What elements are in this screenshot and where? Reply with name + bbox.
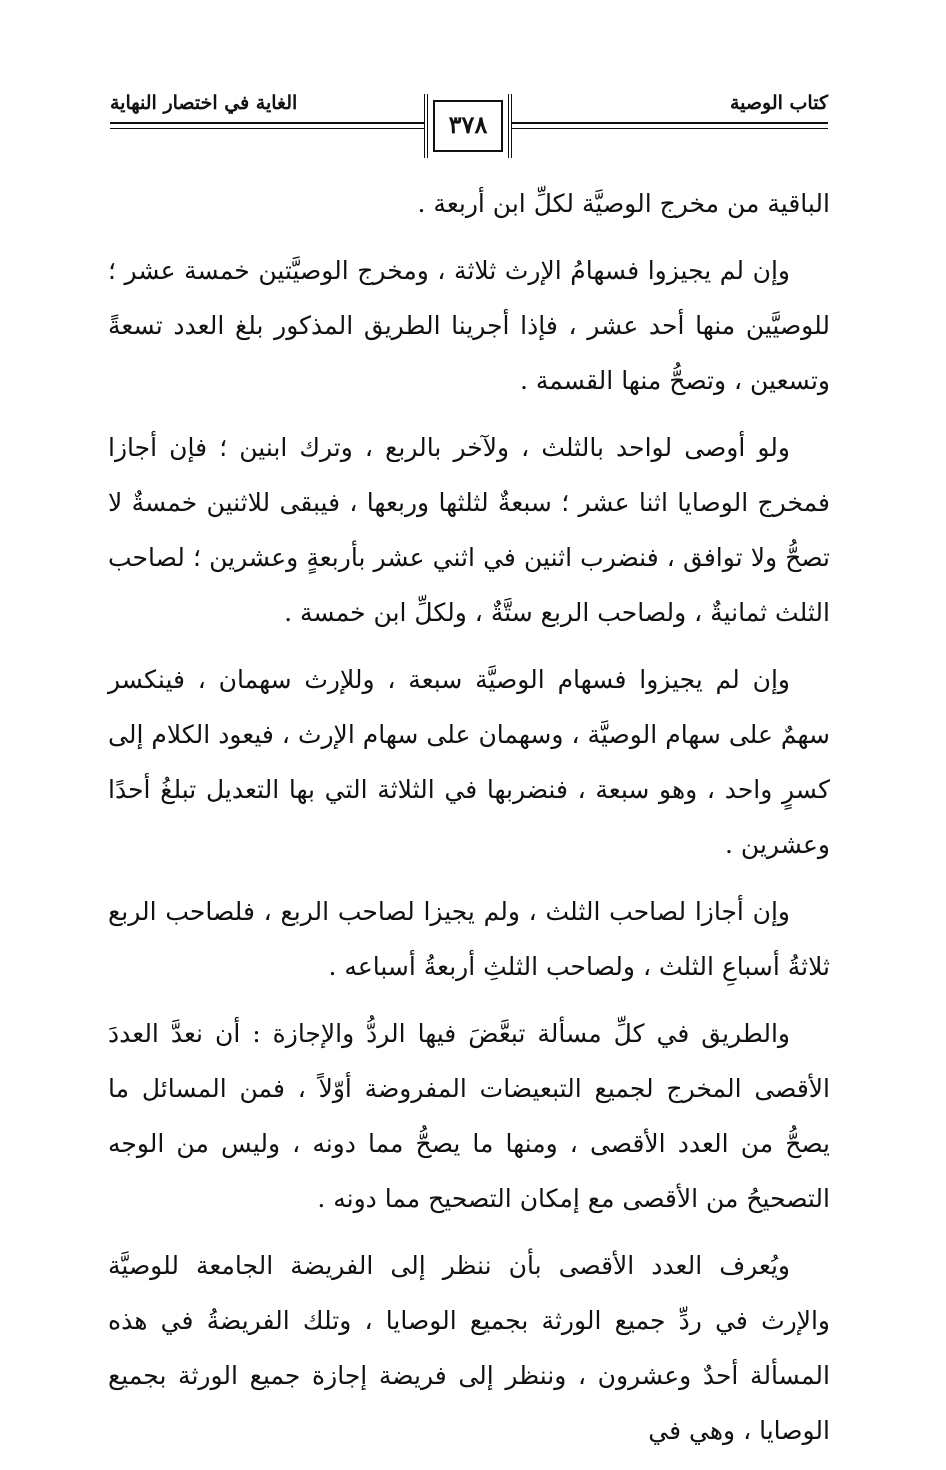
book-title: الغاية في اختصار النهاية <box>110 92 298 114</box>
paragraph: وإن لم يجيزوا فسهام الوصيَّة سبعة ، وللإرث سهمان ، فينكسر سهمٌ على سهام الوصيَّة ، وسهمان على سهام الإرث ، فيعود الكلام إلى كسرٍ واحد ، وهو سبعة ، فنضربها في الثلاثة التي بها التعديل تبلغُ أحدًا وعشرين . <box>108 665 830 859</box>
paragraph: ولو أوصى لواحد بالثلث ، ولآخر بالربع ، وترك ابنين ؛ فإن أجازا فمخرج الوصايا اثنا عشر ؛ سبعةٌ لثلثها وربعها ، فيبقى للاثنين خمسةٌ لا تصحُّ ولا توافق ، فنضرب اثنين في اثني عشر بأربعةٍ وعشرين ؛ لصاحب الثلث ثمانيةٌ ، ولصاحب الربع ستَّةٌ ، ولكلِّ ابن خمسة . <box>108 433 830 627</box>
paragraph: وإن أجازا لصاحب الثلث ، ولم يجيزا لصاحب الربع ، فلصاحب الربع ثلاثةُ أسباعِ الثلث ، ولصاحب الثلثِ أربعةُ أسباعه . <box>108 897 830 981</box>
chapter-title: كتاب الوصية <box>729 92 828 114</box>
body-text <box>108 176 830 1470</box>
paragraph: ويُعرف العدد الأقصى بأن ننظر إلى الفريضة الجامعة للوصيَّة والإرث في ردِّ جميع الورثة بجميع الوصايا ، وتلك الفريضةُ في هذه المسألة أحدٌ وعشرون ، وننظر إلى فريضة إجازة جميع الورثة بجميع الوصايا ، وهي في <box>108 1251 830 1445</box>
running-header <box>110 78 828 168</box>
paragraph: والطريق في كلِّ مسألة تبعَّضَ فيها الردُّ والإجازة : أن نعدَّ العددَ الأقصى المخرج لجميع التبعيضات المفروضة أوّلاً ، فمن المسائل ما يصحُّ من العدد الأقصى ، ومنها ما يصحُّ مما دونه ، وليس من الوجه التصحيحُ من الأقصى مع إمكان التصحيح مما دونه . <box>108 1019 830 1213</box>
paragraph-continuation: الباقية من مخرج الوصيَّة لكلِّ ابن أربعة . <box>417 189 830 218</box>
page-number: ٣٧٨ <box>448 110 488 139</box>
page-number-frame <box>424 94 512 158</box>
paragraph: وإن لم يجيزوا فسهامُ الإرث ثلاثة ، ومخرج الوصيَّتين خمسة عشر ؛ للوصيَّين منها أحد عشر ، فإذا أجرينا الطريق المذكور بلغ العدد تسعةً وتسعين ، وتصحُّ منها القسمة . <box>108 256 830 395</box>
